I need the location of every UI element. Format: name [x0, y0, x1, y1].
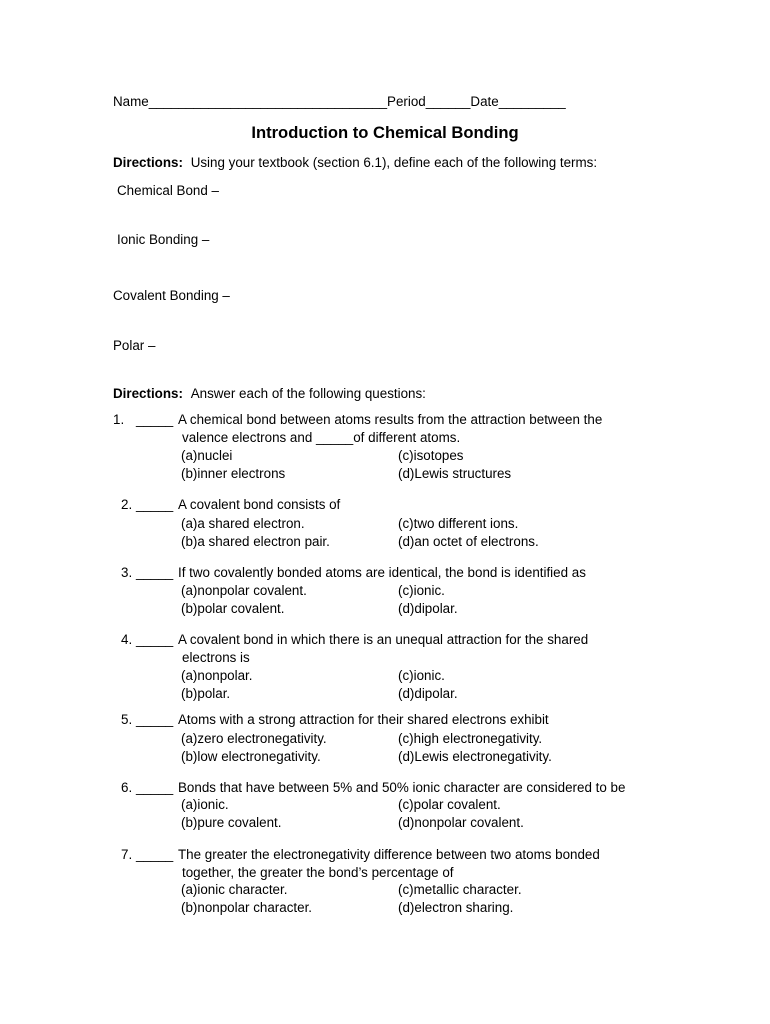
question-number: 2. [121, 497, 133, 512]
term-covalent-bonding: Covalent Bonding – [113, 288, 230, 303]
option-letter: (d) [398, 534, 415, 549]
directions-text: Using your textbook (section 6.1), define each of the following terms: [190, 155, 598, 170]
option-letter: (b) [181, 686, 198, 701]
option-letter: (c) [398, 731, 414, 746]
answer-blank: _____ [136, 632, 174, 647]
option-text: a shared electron. [197, 516, 305, 531]
option-text: zero electronegativity. [197, 731, 327, 746]
question-text-continued: together, the greater the bond’s percentage of [182, 865, 454, 880]
answer-option [181, 583, 307, 598]
option-letter: (d) [398, 900, 415, 915]
answer-option [181, 466, 285, 481]
option-text: nonpolar. [197, 668, 253, 683]
answer-option [398, 749, 552, 764]
question-text-continued: electrons is [182, 650, 250, 665]
option-letter: (a) [181, 448, 198, 463]
option-letter: (d) [398, 749, 415, 764]
answer-blank: _____ [136, 497, 174, 512]
answer-blank: _____ [136, 565, 174, 580]
option-letter: (d) [398, 815, 415, 830]
option-text: Lewis structures [414, 466, 512, 481]
directions-define-terms [113, 155, 597, 170]
answer-option [398, 601, 458, 616]
directions-label: Directions: [113, 386, 183, 401]
option-letter: (c) [398, 516, 414, 531]
name-period-date-line: Name________________________________Period______Date_________ [113, 94, 566, 109]
option-text: low electronegativity. [197, 749, 321, 764]
directions-answer-questions [113, 386, 426, 401]
option-text: dipolar. [414, 601, 458, 616]
option-letter: (a) [181, 731, 198, 746]
answer-option [398, 815, 524, 830]
answer-blank: _____ [136, 780, 174, 795]
answer-option [181, 448, 232, 463]
option-letter: (a) [181, 797, 198, 812]
answer-blank: _____ [136, 412, 174, 427]
question-number: 1. [113, 412, 125, 427]
question-text: Atoms with a strong attraction for their shared electrons exhibit [178, 712, 549, 727]
term-chemical-bond: Chemical Bond – [117, 183, 219, 198]
question-text: A chemical bond between atoms results from the attraction between the [178, 412, 603, 427]
option-letter: (b) [181, 534, 198, 549]
option-letter: (b) [181, 900, 198, 915]
option-letter: (c) [398, 882, 414, 897]
option-letter: (b) [181, 601, 198, 616]
option-text: polar covalent. [413, 797, 501, 812]
option-text: ionic character. [197, 882, 288, 897]
option-letter: (c) [398, 448, 414, 463]
option-letter: (a) [181, 668, 198, 683]
option-text: nonpolar character. [197, 900, 313, 915]
option-text: inner electrons [197, 466, 286, 481]
option-text: electron sharing. [414, 900, 514, 915]
term-ionic-bonding: Ionic Bonding – [117, 232, 210, 247]
answer-option [398, 686, 458, 701]
option-text: ionic. [413, 668, 445, 683]
answer-option [398, 466, 511, 481]
option-text: Lewis electronegativity. [414, 749, 552, 764]
option-text: metallic character. [413, 882, 522, 897]
option-text: nonpolar covalent. [414, 815, 524, 830]
option-text: ionic. [197, 797, 229, 812]
directions-label: Directions: [113, 155, 183, 170]
question-number: 4. [121, 632, 133, 647]
option-text: high electronegativity. [413, 731, 543, 746]
answer-option [181, 749, 321, 764]
option-letter: (c) [398, 583, 414, 598]
option-text: a shared electron pair. [197, 534, 330, 549]
question-text: A covalent bond consists of [178, 497, 341, 512]
option-text: an octet of electrons. [414, 534, 539, 549]
answer-option [398, 583, 445, 598]
answer-option [181, 534, 330, 549]
question-text: The greater the electronegativity difference between two atoms bonded [178, 847, 600, 862]
answer-blank: _____ [136, 847, 174, 862]
answer-option [181, 900, 312, 915]
question-number: 3. [121, 565, 133, 580]
answer-option [398, 668, 445, 683]
option-letter: (b) [181, 815, 198, 830]
option-letter: (d) [398, 466, 415, 481]
page-title: Introduction to Chemical Bonding [251, 123, 519, 142]
option-letter: (a) [181, 583, 198, 598]
answer-option [398, 448, 464, 463]
answer-option [398, 516, 518, 531]
answer-option [398, 900, 513, 915]
answer-option [181, 516, 305, 531]
option-letter: (b) [181, 749, 198, 764]
question-number: 7. [121, 847, 133, 862]
question-text: A covalent bond in which there is an unequal attraction for the shared [178, 632, 589, 647]
answer-option [398, 882, 522, 897]
option-text: nuclei [197, 448, 233, 463]
option-text: ionic. [413, 583, 445, 598]
answer-option [181, 815, 282, 830]
question-text: If two covalently bonded atoms are identical, the bond is identified as [178, 565, 586, 580]
option-letter: (c) [398, 797, 414, 812]
question-text-continued: valence electrons and _____of different atoms. [182, 430, 461, 445]
option-text: polar. [197, 686, 231, 701]
option-text: dipolar. [414, 686, 458, 701]
answer-option [181, 668, 252, 683]
answer-option [181, 882, 287, 897]
answer-option [398, 731, 542, 746]
option-text: two different ions. [413, 516, 519, 531]
question-number: 5. [121, 712, 133, 727]
option-text: polar covalent. [197, 601, 285, 616]
answer-blank: _____ [136, 712, 174, 727]
answer-option [181, 686, 230, 701]
option-text: pure covalent. [197, 815, 282, 830]
option-letter: (d) [398, 601, 415, 616]
option-letter: (a) [181, 516, 198, 531]
answer-option [181, 797, 229, 812]
option-letter: (c) [398, 668, 414, 683]
directions-text: Answer each of the following questions: [190, 386, 426, 401]
option-text: nonpolar covalent. [197, 583, 307, 598]
option-letter: (d) [398, 686, 415, 701]
term-polar: Polar – [113, 338, 156, 353]
answer-option [181, 731, 327, 746]
option-letter: (a) [181, 882, 198, 897]
option-text: isotopes [413, 448, 464, 463]
question-text: Bonds that have between 5% and 50% ionic character are considered to be [178, 780, 626, 795]
answer-option [181, 601, 284, 616]
question-number: 6. [121, 780, 133, 795]
option-letter: (b) [181, 466, 198, 481]
answer-option [398, 797, 501, 812]
answer-option [398, 534, 539, 549]
